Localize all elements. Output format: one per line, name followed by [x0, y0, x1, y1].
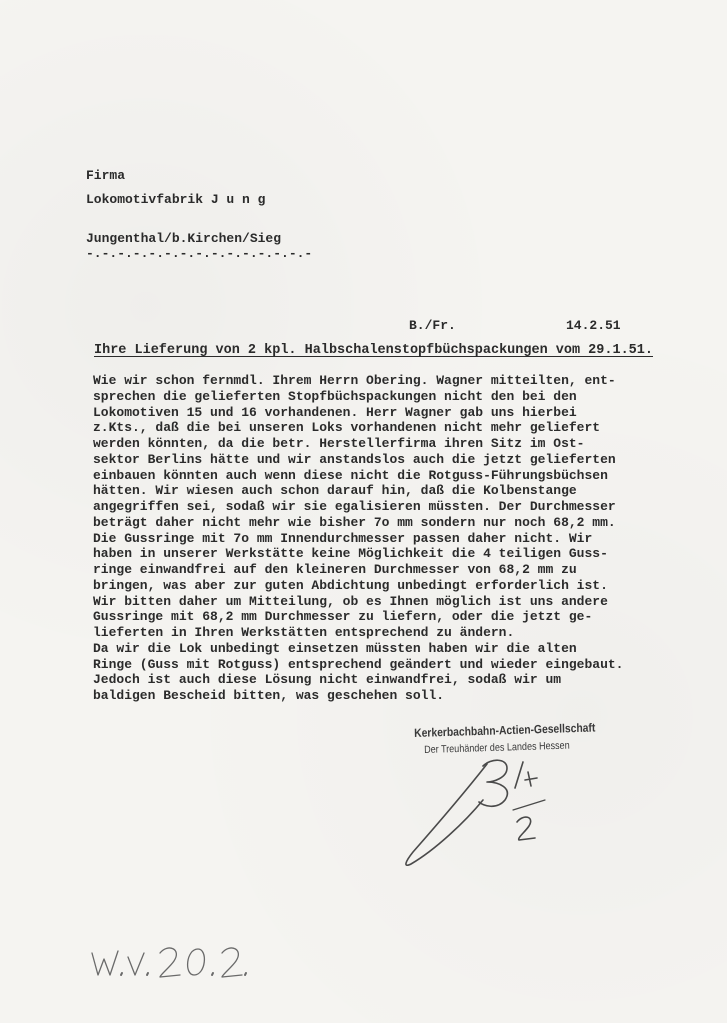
handwritten-signature	[395, 752, 575, 872]
body-line: Wie wir schon fernmdl. Ihrem Herrn Obering. Wagner mitteilten, ent-	[93, 373, 616, 388]
body-line: Da wir die Lok unbedingt einsetzen müssten haben wir die alten	[93, 640, 577, 656]
subject-line: Ihre Lieferung von 2 kpl. Halbschalenstopfbüchspackungen vom 29.1.51.	[94, 343, 653, 358]
recipient-underline: -.-.-.-.-.-.-.-.-.-.-.-.-.-.-	[86, 246, 313, 261]
letter-date: 14.2.51	[566, 318, 621, 333]
body-line: hätten. Wir wiesen auch schon darauf hin, daß die Kolbenstange	[93, 483, 577, 499]
body-line: haben in unserer Werkstätte keine Möglichkeit die 4 teiligen Guss-	[93, 546, 608, 562]
body-line: werden könnten, da die betr. Herstellerfirma ihren Sitz im Ost-	[93, 436, 585, 451]
body-line: baldigen Bescheid bitten, was geschehen soll.	[93, 688, 445, 703]
body-line: angegriffen sei, sodaß wir sie egalisieren müssten. Der Durchmesser	[93, 499, 616, 514]
body-line: z.Kts., daß die bei unseren Loks vorhandenen nicht mehr geliefert	[93, 420, 601, 436]
body-line: sektor Berlins hätte und wir anstandslos auch die jetzt gelieferten	[93, 451, 616, 467]
recipient-line-city: Jungenthal/b.Kirchen/Sieg	[86, 231, 282, 246]
body-line: Wir bitten daher um Mitteilung, ob es Ihnen möglich ist uns andere	[93, 593, 608, 609]
recipient-line-firma: Firma	[86, 168, 126, 183]
recipient-line-company: Lokomotivfabrik J u n g	[86, 192, 266, 207]
body-line: sprechen die gelieferten Stopfbüchspackungen nicht den bei den	[93, 388, 577, 404]
body-line: beträgt daher nicht mehr wie bisher 7o mm sondern nur noch 68,2 mm.	[93, 514, 616, 530]
body-line: Jedoch ist auch diese Lösung nicht einwandfrei, sodaß wir um	[93, 672, 562, 688]
body-line: Lokomotiven 15 und 16 vorhandenen. Herr Wagner gab uns hierbei	[93, 404, 577, 420]
body-line: lieferten in Ihren Werkstätten entsprechend zu ändern.	[93, 625, 515, 640]
body-line: einbauen könnten auch wenn diese nicht die Rotguss-Führungsbüchsen	[93, 467, 608, 483]
body-line: Gussringe mit 68,2 mm Durchmesser zu liefern, oder die jetzt ge-	[93, 609, 593, 625]
company-stamp-line-1: Kerkerbachbahn-Actien-Gesellschaft	[414, 720, 596, 740]
handwritten-note	[88, 935, 248, 985]
reference-code: B./Fr.	[409, 318, 456, 333]
body-line: Die Gussringe mit 7o mm Innendurchmesser passen daher nicht. Wir	[93, 530, 593, 546]
body-line: bringen, was aber zur guten Abdichtung unbedingt erforderlich ist.	[93, 577, 608, 593]
body-line: ringe einwandfrei auf den kleineren Durchmesser von 68,2 mm zu	[93, 562, 577, 577]
company-stamp-line-2: Der Treuhänder des Landes Hessen	[424, 739, 570, 756]
body-line: Ringe (Guss mit Rotguss) entsprechend geändert und wieder eingebaut.	[93, 656, 624, 672]
letter-body	[93, 373, 723, 704]
